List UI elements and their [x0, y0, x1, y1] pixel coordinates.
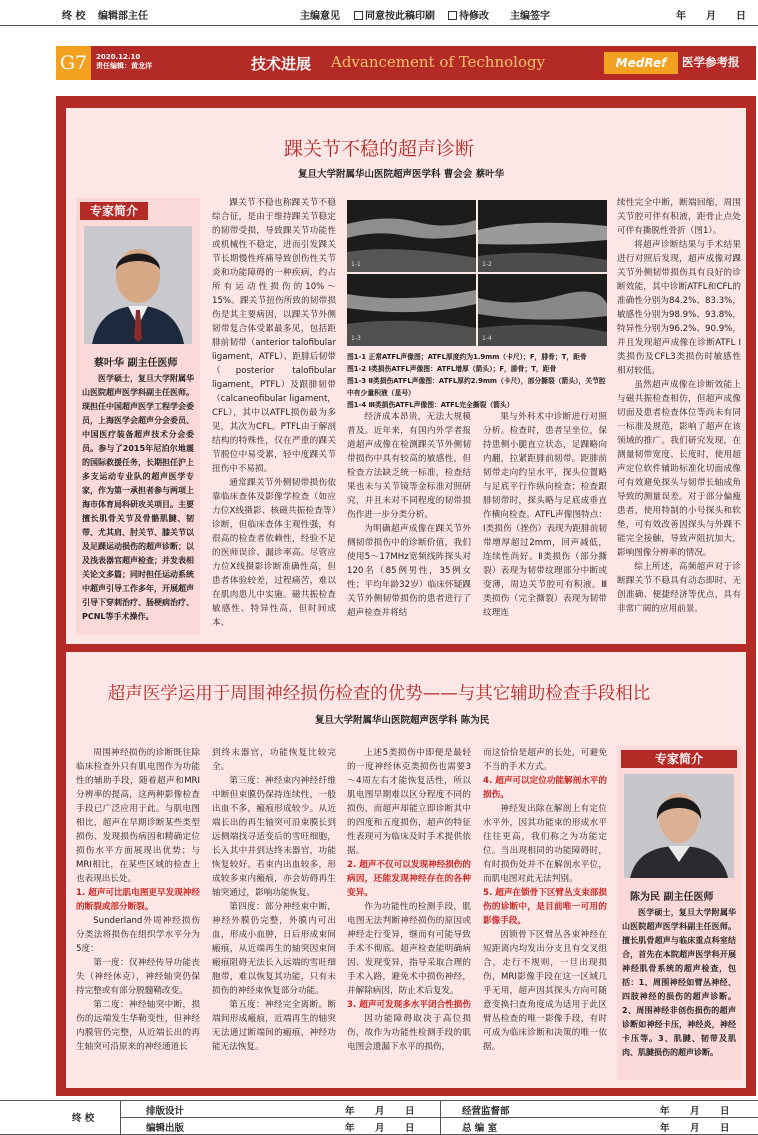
article2-col4 — [483, 746, 607, 1054]
article2-col1-subhead: 1. 超声可比肌电图更早发现神经的断裂或部分断裂。 — [76, 888, 200, 912]
caption-line: 图1-1 正常ATFL声像图；ATFL厚度约为1.9mm（卡尺）；F，腓骨；T，距骨 — [347, 353, 587, 361]
expert2-bio: 医学硕士，复旦大学附属华山医院超声医学科副主任医师。擅长肌骨超声与临床重点科室结合，首先在本院超声医学科开展神经肌骨系统的超声检查，包括：1、周围神经如臂丛神经、四肢神经的损伤的超声诊断。2、周围神经非创伤损伤的超声诊断如神经卡压，神经炎，神经卡压等。3、肌腱、韧带及肌肉、肌腱损伤的超声诊断。 — [622, 908, 736, 1057]
article1-title: 踝关节不稳的超声诊断 — [283, 138, 474, 160]
expert2-portrait-icon — [624, 774, 734, 878]
article1-col3 — [483, 410, 607, 620]
chief-sign-label: 主编签字 — [510, 11, 550, 22]
pending-option[interactable] — [448, 7, 489, 22]
year-label: 年 — [660, 1106, 670, 1117]
year-label: 年 — [345, 1123, 355, 1134]
agree-option[interactable] — [354, 7, 435, 22]
article2-col4-para: 神经发出除在解剖上有定位水平外，因其功能束的形成水平往往更高，我们称之为功能定位。当出现相同的功能障碍时，有时损伤处并不在解剖水平位，而肌电图对此无法判别。 — [483, 804, 607, 884]
article1-col1-para: 通常踝关节外侧韧带损伤依靠临床查体及影像学检查（如应力位X线摄影、核磁共振检查等）诊断，但临床查体主观性强，有很高的检查者依赖性，经验不足的医师误诊、漏诊率高。尽管应力位X线摄影诊断准确性高，但患者体验较差，过程痛苦，难以在肌肉患儿中实施。磁共振检查敏感性、特异性高，但时间成本、 — [212, 478, 336, 628]
article2-col1-para: Sunderland外周神经损伤分类法将损伤在组织学水平分为5度： — [76, 916, 200, 954]
day-label: 日 — [720, 1123, 730, 1134]
article2-col3-para: 因功能障碍取决于高位损伤，故作为功能性检测手段的肌电图会遗漏下水平的损伤， — [347, 1014, 471, 1052]
article1-col2 — [347, 410, 471, 620]
pending-checkbox[interactable] — [448, 11, 457, 20]
ultrasound-image-1-3 — [347, 274, 476, 346]
article1-col4-para: 虽然超声成像在诊断效能上与磁共振检查相仿，但超声成像切面及患者检查体位等尚未有同一标准及规范，影响了超声在该领域的推广。我们研究发现，在测量韧带宽度、长度时，使用超声定位软件辅助标准化切面成像可有效避免探头与韧带长轴成角导致的测量误差。对于部分偏瘦患者，使用特制的小号探头和软垫，可有效改善因探头与外踝不能完全接触，导致声阻抗加大，影响图像分辨率的情况。 — [617, 380, 741, 558]
expert2-name: 陈为民 副主任医师 — [630, 892, 714, 903]
ultrasound-scan-icon — [478, 200, 607, 272]
article2-col1-para: 周围神经损伤的诊断既往除临床检查外只有肌电图作为功能性的辅助手段，随着超声和MRI分辨率的提高，这两种影像检查手段已广泛应用于此。与肌电图相比，超声在早期诊断某些类型损伤、发现损伤病因和精确定位损伤水平方面展现出优势；与MRI相比，在某些区域的检查上也表现出长处。 — [76, 748, 200, 884]
article2-col3-para: 上述5类损伤中即便是最轻的一度神经休克类损伤也需要3～4周左右才能恢复活性，所以肌电图早期难以区分程度不同的损伤，而超声却能立即诊断其中的四度和五度损伤，超声的特征性表现可为临床及时手术提供依据。 — [347, 748, 471, 856]
section-title: 技术进展 — [251, 55, 312, 73]
ultrasound-image-1-1 — [347, 200, 476, 272]
page-number: G7 — [56, 46, 91, 80]
image-label: 1-2 — [482, 261, 492, 268]
month-label: 月 — [375, 1123, 385, 1134]
year-label: 年 — [345, 1106, 355, 1117]
ultrasound-image-1-4 — [478, 274, 607, 346]
expert1-photo — [84, 226, 192, 344]
ultrasound-scan-icon — [347, 274, 476, 346]
article2-col4-subhead: 4. 超声可以定位功能解剖水平的损伤。 — [483, 776, 607, 800]
expert1-bio: 医学硕士，复旦大学附属华山医院超声医学科副主任医师。现担任中国超声医学工程学会委员，上海医学会超声分会委员、中国医疗装备超声技术分会委员。参与了2015年尼泊尔地震的国际救援任务，长期担任沪上多支运动专业队的超声医学专家，作为第一承担者参与两项上海市体育局科研攻关项目。主要擅长肌骨关节及骨骼肌腱、韧带、尤其肩、肘关节、膝关节以及足踝运动损伤的超声诊断；以及浅表器官超声检查；并发表相关论文多篇；同时担任运动系统中超声引导工作多年，开展超声引导下穿刺治疗、肠梗病治疗、PCNL等手术操作。 — [82, 374, 194, 621]
editor-in-chief-label: 总 编 室 — [462, 1123, 498, 1134]
issue-date: 2020.12.10 — [96, 53, 141, 61]
layout-design-label: 排版设计 — [146, 1106, 185, 1117]
article1-col4 — [617, 196, 741, 616]
final-review-label: 终 校 — [72, 1113, 95, 1124]
expert1-tag: 专家简介 — [80, 202, 148, 220]
caption-line: 图1-2 Ⅰ类损伤ATFL声像图：ATFL增厚（箭头）；F，腓骨；T，距骨 — [347, 365, 557, 373]
article2-col3-subhead: 3. 超声可发现多水平闭合性损伤 — [347, 1000, 471, 1010]
image-label: 1-1 — [351, 261, 361, 268]
month-label: 月 — [706, 11, 716, 22]
signoff-bottom-table — [0, 1100, 758, 1135]
article2-col2-para: 第五度：神经完全离断。断端间形成瘢痕，近端再生的轴突无法通过断端间的瘢痕，神经功能无法恢复。 — [212, 1000, 336, 1052]
article2-col1-para: 第一度：仅神经传导功能丧失（神经休克），神经轴突仍保持完整或有部分脱髓鞘改变。 — [76, 958, 200, 996]
expert2-photo — [624, 774, 734, 878]
responsible-editor: 责任编辑：黄龙洋 — [96, 62, 152, 70]
editor-director-label: 编辑部主任 — [98, 11, 148, 22]
final-review-label: 终 校 — [62, 11, 86, 22]
caption-line: 图1-4 Ⅲ类损伤ATFL声像图：ATFL完全撕裂（箭头） — [347, 401, 514, 409]
ultrasound-scan-icon — [478, 274, 607, 346]
day-label: 日 — [736, 11, 746, 22]
article1-col4-para: 将超声诊断结果与手术结果进行对照后发现，超声成像对踝关节外侧韧带损伤具有良好的诊断效能，其中诊断ATFL和CFL的准确性分别为84.2%、83.3%，敏感性分别为98.9%、93.8%，特异性分别为96.2%、90.9%，并且发现超声成像在诊断ATFL Ⅰ类损伤及CFL3类损伤时敏感性相对较低。 — [617, 240, 741, 376]
signoff-top-bar — [0, 0, 758, 26]
issue-info — [96, 53, 152, 71]
day-label: 日 — [720, 1106, 730, 1117]
page-header — [56, 46, 756, 80]
article2-col1 — [76, 746, 200, 1054]
article1-col1 — [212, 196, 336, 630]
figure-caption — [347, 351, 607, 411]
month-label: 月 — [690, 1123, 700, 1134]
article2-col1-para: 第二度：神经轴突中断，损伤的远端发生华勒变性，但神经内膜管仍完整，从近端长出的再生轴突可沿原来的神经通道长 — [76, 1000, 200, 1052]
month-label: 月 — [690, 1106, 700, 1117]
brand-logo: MedRef — [604, 52, 678, 74]
article2-col3-para: 作为功能性的检测手段，肌电图无法判断神经损伤的原因或神经走行变异，继而有可能导致手术不彻底。超声检查能明确病因、发现变异，指导采取合理的手术入路，避免术中损伤神经，并解除病因，防止术后复发。 — [347, 902, 471, 996]
month-label: 月 — [375, 1106, 385, 1117]
article2-col2-para: 到终末器官，功能恢复比较完全。 — [212, 748, 336, 772]
article2-title: 超声医学运用于周围神经损伤检查的优势——与其它辅助检查手段相比 — [107, 684, 651, 704]
article1-col1-para: 踝关节不稳也称踝关节不稳综合征，是由于维持踝关节稳定的韧带受损，导致踝关节功能性或机械性不稳定，进而引发踝关节长期慢性疼痛导致创伤性关节炎和功能障碍的一种疾病，约占所有运动性损伤的10%～15%。踝关节扭伤所致的韧带损伤是其主要病因，以踝关节外侧韧带复合体受累最多见，包括距腓前韧带（anterior talofibular ligament，ATFL）、距腓后韧带（posterior talofibular ligament，PTFL）及跟腓韧带（calcaneofibular ligament，CFL），其中以ATFL损伤最为多见，其次为CFL。PTFL由于解剖结构的特殊性，仅在严重的踝关节脱位中易受累，轻中度踝关节扭伤中不易损。 — [212, 198, 336, 474]
agree-checkbox[interactable] — [354, 11, 363, 20]
day-label: 日 — [405, 1123, 415, 1134]
ops-dept-label: 经营监督部 — [462, 1106, 510, 1117]
article1-col3-para: 果与外科术中诊断进行对照分析。检查时，患者呈坐位，保持患侧小腿直立状态，足踝略向内翻，拉紧距腓前韧带。距腓前韧带走向约呈水平，探头位置略与足底平行作纵向检查；检查跟腓韧带时，探头略与足底成垂直作横向检查。ATFL声像图特点：Ⅰ类损伤（挫伤）表现为距腓前韧带增厚超过2mm，回声减低，连续性尚好。Ⅱ类损伤（部分撕裂）表现为韧带纹理部分中断或变薄，周边关节腔可有积液。Ⅲ类损伤（完全撕裂）表现为韧带纹理连 — [483, 412, 607, 618]
article2-col4-para: 而这恰恰是超声的长处，可避免不当的手术方式。 — [483, 748, 607, 772]
year-label: 年 — [676, 11, 686, 22]
newspaper-name: 医学参考报 — [682, 55, 740, 69]
expert2-tag: 专家简介 — [621, 750, 737, 768]
article2-col2-para: 第三度：神经束内神经纤维中断但束膜仍保持连续性，一般出血不多，瘢痕形成较少。从近端长出的再生轴突可沿束膜长到远侧端找寻适变后的雪旺细胞，长入其中并到达终末器官，功能恢复较好。若束内出血较多，形成较多束内瘢痕，亦会妨碍再生轴突通过，影响功能恢复。 — [212, 776, 336, 898]
image-label: 1-4 — [482, 335, 492, 342]
chief-opinion-label: 主编意见 — [300, 11, 340, 22]
ultrasound-scan-icon — [347, 200, 476, 272]
ultrasound-image-1-2 — [478, 200, 607, 272]
expert1-name: 蔡叶华 副主任医师 — [94, 358, 178, 369]
article1-byline: 复旦大学附属华山医院超声医学科 曹会会 蔡叶华 — [298, 169, 505, 180]
article2-col4-subhead: 5. 超声在锁骨下区臂丛支束部损伤的诊断中，是目前唯一可用的影像手段。 — [483, 888, 607, 926]
article2-col2-para: 第四度：部分神经束中断，神经外膜仍完整，外膜内可出血，形成小血肿，日后形成束间瘢痕，从近端再生的轴突因束间瘢痕阻碍无法长入远端的雪旺细胞带，难以恢复其功能，只有未损伤的神经束恢复部分功能。 — [212, 902, 336, 996]
agree-label: 同意按此稿印刷 — [365, 11, 435, 22]
article2-col3-subhead: 2. 超声不仅可以发现神经损伤的病因，还能发现神经存在的各种变异。 — [347, 860, 471, 898]
day-label: 日 — [405, 1106, 415, 1117]
article1-col4-para: 续性完全中断，断端回缩，周围关节腔可伴有积液，距骨止点处可伴有撕脱性骨折（图1）。 — [617, 198, 741, 236]
image-label: 1-3 — [351, 335, 361, 342]
article1-col2-para: 经济成本昂贵，无法大规模普及。近年来，有国内外学者报道超声成像在检测踝关节外侧韧带损伤中具有较高的敏感性，但检查方法缺乏统一标准，检查结果也未与关节镜等金标准对照研究，并且未对不同程度的韧带损伤作进一步分类分析。 — [347, 412, 471, 520]
section-title-en: Advancement of Technology — [331, 53, 546, 71]
article2-byline: 复旦大学附属华山医院超声医学科 陈为民 — [315, 715, 490, 726]
year-label: 年 — [660, 1123, 670, 1134]
caption-line: 图1-3 Ⅱ类损伤ATFL声像图：ATFL厚约2.9mm（卡尺），部分撕裂（箭头），关节腔中有少量积液（星号） — [347, 377, 606, 397]
article2-col2 — [212, 746, 336, 1054]
article2-col4-para: 因锁骨下区臂丛各束神经在短距离内均发出分支且有交叉组合，走行不规则，一旦出现损伤，MRI影像手段在这一区域几乎无用，超声因其探头方向可随意变换扫查角度成为适用于此区臂丛检查的唯一影像手段，有时可成为临床诊断和决策的唯一依据。 — [483, 930, 607, 1052]
expert1-portrait-icon — [84, 226, 192, 344]
pending-label: 待修改 — [459, 11, 489, 22]
article1-col4-para: 综上所述，高频超声对于诊断踝关节不稳具有动态即时、无创准确、便捷经济等优点，具有非常广阔的应用前景。 — [617, 562, 741, 614]
edit-publish-label: 编辑出版 — [146, 1123, 185, 1134]
article2-col3 — [347, 746, 471, 1054]
article1-col2-para: 为明确超声成像在踝关节外侧韧带损伤中的诊断价值，我们使用5～17MHz宽频线阵探头对120名（85例男性，35例女性；平均年龄32岁）临床怀疑踝关节外侧韧带损伤的患者进行了超声检查并将结 — [347, 524, 471, 618]
